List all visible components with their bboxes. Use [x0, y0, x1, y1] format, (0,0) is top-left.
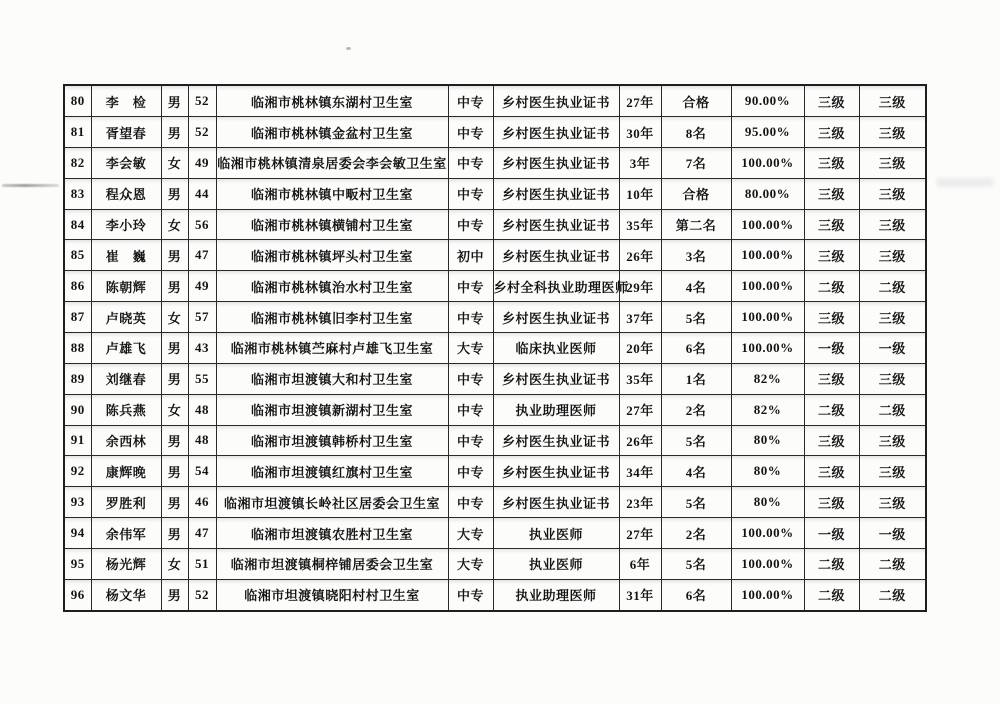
- cell-education: 大专: [448, 518, 493, 549]
- cell-certificate: 乡村全科执业助理医师: [493, 271, 619, 302]
- cell-workplace: 临湘市坦渡镇韩桥村卫生室: [216, 425, 448, 456]
- cell-education: 中专: [448, 117, 493, 148]
- cell-workplace: 临湘市桃林镇坪头村卫生室: [216, 240, 448, 271]
- cell-years: 6年: [619, 548, 661, 579]
- cell-name: 李 检: [91, 85, 161, 117]
- doctor-roster-table: [63, 84, 927, 612]
- cell-gender: 男: [161, 518, 188, 549]
- table-row: [64, 178, 926, 209]
- cell-years: 20年: [619, 333, 661, 364]
- table-row: [64, 425, 926, 456]
- cell-no: 82: [64, 147, 91, 178]
- cell-workplace: 临湘市坦渡镇长岭社区居委会卫生室: [216, 487, 448, 518]
- cell-workplace: 临湘市坦渡镇红旗村卫生室: [216, 456, 448, 487]
- cell-education: 中专: [448, 302, 493, 333]
- cell-education: 大专: [448, 333, 493, 364]
- cell-level1: 三级: [804, 85, 859, 117]
- cell-name: 李小玲: [91, 209, 161, 240]
- cell-rank: 5名: [661, 302, 731, 333]
- cell-workplace: 临湘市桃林镇治水村卫生室: [216, 271, 448, 302]
- cell-education: 初中: [448, 240, 493, 271]
- cell-certificate: 执业助理医师: [493, 394, 619, 425]
- cell-years: 31年: [619, 579, 661, 611]
- cell-name: 杨光辉: [91, 548, 161, 579]
- cell-certificate: 乡村医生执业证书: [493, 456, 619, 487]
- cell-years: 35年: [619, 363, 661, 394]
- cell-level2: 二级: [859, 394, 926, 425]
- cell-rank: 2名: [661, 394, 731, 425]
- table-row: [64, 363, 926, 394]
- cell-age: 44: [188, 178, 216, 209]
- cell-education: 中专: [448, 487, 493, 518]
- cell-certificate: 乡村医生执业证书: [493, 425, 619, 456]
- cell-years: 34年: [619, 456, 661, 487]
- cell-score: 82%: [731, 363, 804, 394]
- table-row: [64, 117, 926, 148]
- cell-no: 91: [64, 425, 91, 456]
- cell-no: 86: [64, 271, 91, 302]
- cell-age: 56: [188, 209, 216, 240]
- cell-certificate: 乡村医生执业证书: [493, 178, 619, 209]
- cell-years: 29年: [619, 271, 661, 302]
- cell-name: 余西林: [91, 425, 161, 456]
- cell-certificate: 执业医师: [493, 548, 619, 579]
- cell-age: 52: [188, 117, 216, 148]
- cell-name: 康辉晚: [91, 456, 161, 487]
- cell-years: 3年: [619, 147, 661, 178]
- cell-name: 李会敏: [91, 147, 161, 178]
- cell-years: 27年: [619, 518, 661, 549]
- cell-gender: 男: [161, 271, 188, 302]
- cell-score: 100.00%: [731, 518, 804, 549]
- cell-years: 30年: [619, 117, 661, 148]
- cell-workplace: 临湘市桃林镇东湖村卫生室: [216, 85, 448, 117]
- cell-gender: 男: [161, 117, 188, 148]
- cell-education: 中专: [448, 178, 493, 209]
- cell-level1: 三级: [804, 302, 859, 333]
- table-row: [64, 518, 926, 549]
- cell-no: 80: [64, 85, 91, 117]
- cell-rank: 6名: [661, 579, 731, 611]
- cell-level2: 三级: [859, 425, 926, 456]
- cell-age: 57: [188, 302, 216, 333]
- cell-workplace: 临湘市坦渡镇新湖村卫生室: [216, 394, 448, 425]
- cell-level2: 一级: [859, 518, 926, 549]
- cell-no: 93: [64, 487, 91, 518]
- cell-no: 90: [64, 394, 91, 425]
- cell-rank: 3名: [661, 240, 731, 271]
- cell-age: 52: [188, 579, 216, 611]
- cell-no: 89: [64, 363, 91, 394]
- cell-gender: 男: [161, 425, 188, 456]
- cell-name: 程众恩: [91, 178, 161, 209]
- cell-level2: 三级: [859, 456, 926, 487]
- cell-education: 中专: [448, 363, 493, 394]
- cell-age: 49: [188, 271, 216, 302]
- cell-certificate: 乡村医生执业证书: [493, 240, 619, 271]
- cell-level1: 三级: [804, 363, 859, 394]
- cell-age: 47: [188, 518, 216, 549]
- cell-workplace: 临湘市桃林镇中畈村卫生室: [216, 178, 448, 209]
- cell-level2: 二级: [859, 579, 926, 611]
- cell-level2: 三级: [859, 363, 926, 394]
- cell-age: 43: [188, 333, 216, 364]
- cell-score: 100.00%: [731, 240, 804, 271]
- cell-level2: 二级: [859, 271, 926, 302]
- cell-level2: 三级: [859, 85, 926, 117]
- cell-name: 崔 巍: [91, 240, 161, 271]
- cell-level2: 二级: [859, 548, 926, 579]
- cell-level2: 三级: [859, 209, 926, 240]
- cell-education: 中专: [448, 85, 493, 117]
- cell-workplace: 临湘市坦渡镇桐梓铺居委会卫生室: [216, 548, 448, 579]
- cell-age: 47: [188, 240, 216, 271]
- cell-score: 100.00%: [731, 333, 804, 364]
- cell-level1: 三级: [804, 456, 859, 487]
- cell-score: 100.00%: [731, 302, 804, 333]
- cell-certificate: 临床执业医师: [493, 333, 619, 364]
- cell-level2: 三级: [859, 147, 926, 178]
- cell-name: 陈兵燕: [91, 394, 161, 425]
- cell-certificate: 乡村医生执业证书: [493, 209, 619, 240]
- cell-years: 10年: [619, 178, 661, 209]
- cell-age: 51: [188, 548, 216, 579]
- cell-rank: 第二名: [661, 209, 731, 240]
- cell-no: 92: [64, 456, 91, 487]
- cell-workplace: 临湘市桃林镇清泉居委会李会敏卫生室: [216, 147, 448, 178]
- cell-workplace: 临湘市桃林镇金盆村卫生室: [216, 117, 448, 148]
- cell-education: 中专: [448, 456, 493, 487]
- cell-no: 95: [64, 548, 91, 579]
- cell-level1: 三级: [804, 147, 859, 178]
- cell-name: 杨文华: [91, 579, 161, 611]
- table-row: [64, 487, 926, 518]
- cell-education: 中专: [448, 425, 493, 456]
- cell-education: 中专: [448, 209, 493, 240]
- cell-gender: 女: [161, 302, 188, 333]
- cell-level2: 三级: [859, 117, 926, 148]
- cell-level1: 三级: [804, 487, 859, 518]
- cell-rank: 4名: [661, 271, 731, 302]
- cell-rank: 5名: [661, 425, 731, 456]
- cell-rank: 5名: [661, 487, 731, 518]
- cell-score: 80%: [731, 425, 804, 456]
- cell-level2: 三级: [859, 302, 926, 333]
- cell-gender: 女: [161, 394, 188, 425]
- table-body: [64, 85, 926, 611]
- cell-age: 48: [188, 394, 216, 425]
- cell-score: 80%: [731, 456, 804, 487]
- scan-smudge-left: [2, 184, 59, 187]
- cell-gender: 男: [161, 487, 188, 518]
- cell-name: 卢晓英: [91, 302, 161, 333]
- cell-workplace: 临湘市坦渡镇农胜村卫生室: [216, 518, 448, 549]
- table-row: [64, 271, 926, 302]
- cell-score: 80%: [731, 487, 804, 518]
- cell-rank: 6名: [661, 333, 731, 364]
- scan-speck: [346, 47, 351, 50]
- cell-certificate: 乡村医生执业证书: [493, 147, 619, 178]
- cell-years: 23年: [619, 487, 661, 518]
- table-row: [64, 85, 926, 117]
- cell-level1: 一级: [804, 518, 859, 549]
- cell-workplace: 临湘市桃林镇旧李村卫生室: [216, 302, 448, 333]
- cell-level2: 三级: [859, 178, 926, 209]
- cell-level2: 一级: [859, 333, 926, 364]
- cell-level1: 一级: [804, 333, 859, 364]
- cell-level1: 三级: [804, 209, 859, 240]
- cell-score: 95.00%: [731, 117, 804, 148]
- cell-level1: 三级: [804, 178, 859, 209]
- cell-education: 中专: [448, 579, 493, 611]
- cell-level2: 三级: [859, 487, 926, 518]
- cell-gender: 男: [161, 333, 188, 364]
- cell-gender: 女: [161, 147, 188, 178]
- cell-years: 26年: [619, 240, 661, 271]
- cell-education: 大专: [448, 548, 493, 579]
- table-row: [64, 394, 926, 425]
- cell-gender: 男: [161, 456, 188, 487]
- cell-certificate: 乡村医生执业证书: [493, 363, 619, 394]
- cell-rank: 合格: [661, 178, 731, 209]
- cell-age: 49: [188, 147, 216, 178]
- cell-name: 胥望春: [91, 117, 161, 148]
- cell-rank: 8名: [661, 117, 731, 148]
- cell-score: 100.00%: [731, 579, 804, 611]
- cell-education: 中专: [448, 271, 493, 302]
- cell-level1: 二级: [804, 548, 859, 579]
- cell-no: 88: [64, 333, 91, 364]
- cell-name: 刘继春: [91, 363, 161, 394]
- table-row: [64, 302, 926, 333]
- cell-no: 87: [64, 302, 91, 333]
- cell-workplace: 临湘市桃林镇横铺村卫生室: [216, 209, 448, 240]
- cell-age: 55: [188, 363, 216, 394]
- cell-age: 52: [188, 85, 216, 117]
- cell-no: 81: [64, 117, 91, 148]
- cell-gender: 男: [161, 363, 188, 394]
- cell-level1: 二级: [804, 271, 859, 302]
- cell-no: 96: [64, 579, 91, 611]
- cell-score: 100.00%: [731, 548, 804, 579]
- cell-rank: 1名: [661, 363, 731, 394]
- cell-name: 余伟军: [91, 518, 161, 549]
- cell-age: 48: [188, 425, 216, 456]
- cell-gender: 女: [161, 209, 188, 240]
- cell-level1: 三级: [804, 425, 859, 456]
- cell-workplace: 临湘市坦渡镇大和村卫生室: [216, 363, 448, 394]
- cell-level2: 三级: [859, 240, 926, 271]
- cell-score: 80.00%: [731, 178, 804, 209]
- scan-smudge-right: [936, 178, 994, 187]
- cell-certificate: 乡村医生执业证书: [493, 302, 619, 333]
- table-row: [64, 209, 926, 240]
- cell-name: 卢雄飞: [91, 333, 161, 364]
- cell-level1: 二级: [804, 394, 859, 425]
- cell-years: 35年: [619, 209, 661, 240]
- cell-name: 罗胜利: [91, 487, 161, 518]
- cell-gender: 男: [161, 579, 188, 611]
- cell-no: 94: [64, 518, 91, 549]
- cell-no: 84: [64, 209, 91, 240]
- cell-education: 中专: [448, 147, 493, 178]
- cell-score: 100.00%: [731, 147, 804, 178]
- cell-score: 90.00%: [731, 85, 804, 117]
- cell-gender: 男: [161, 85, 188, 117]
- cell-education: 中专: [448, 394, 493, 425]
- table-row: [64, 240, 926, 271]
- cell-level1: 三级: [804, 240, 859, 271]
- cell-certificate: 执业助理医师: [493, 579, 619, 611]
- cell-gender: 男: [161, 240, 188, 271]
- cell-score: 82%: [731, 394, 804, 425]
- cell-gender: 女: [161, 548, 188, 579]
- cell-years: 27年: [619, 394, 661, 425]
- cell-score: 100.00%: [731, 209, 804, 240]
- cell-age: 46: [188, 487, 216, 518]
- cell-level1: 三级: [804, 117, 859, 148]
- cell-years: 26年: [619, 425, 661, 456]
- table-row: [64, 456, 926, 487]
- cell-rank: 4名: [661, 456, 731, 487]
- cell-gender: 男: [161, 178, 188, 209]
- cell-score: 100.00%: [731, 271, 804, 302]
- table-row: [64, 579, 926, 611]
- cell-certificate: 乡村医生执业证书: [493, 85, 619, 117]
- cell-no: 85: [64, 240, 91, 271]
- table-row: [64, 147, 926, 178]
- cell-rank: 合格: [661, 85, 731, 117]
- cell-name: 陈朝辉: [91, 271, 161, 302]
- cell-rank: 7名: [661, 147, 731, 178]
- cell-years: 27年: [619, 85, 661, 117]
- cell-level1: 二级: [804, 579, 859, 611]
- table-row: [64, 333, 926, 364]
- cell-age: 54: [188, 456, 216, 487]
- cell-rank: 5名: [661, 548, 731, 579]
- cell-years: 37年: [619, 302, 661, 333]
- cell-certificate: 执业医师: [493, 518, 619, 549]
- cell-no: 83: [64, 178, 91, 209]
- cell-rank: 2名: [661, 518, 731, 549]
- cell-workplace: 临湘市坦渡镇晓阳村村卫生室: [216, 579, 448, 611]
- cell-certificate: 乡村医生执业证书: [493, 117, 619, 148]
- table-row: [64, 548, 926, 579]
- cell-certificate: 乡村医生执业证书: [493, 487, 619, 518]
- cell-workplace: 临湘市桃林镇苎麻村卢雄飞卫生室: [216, 333, 448, 364]
